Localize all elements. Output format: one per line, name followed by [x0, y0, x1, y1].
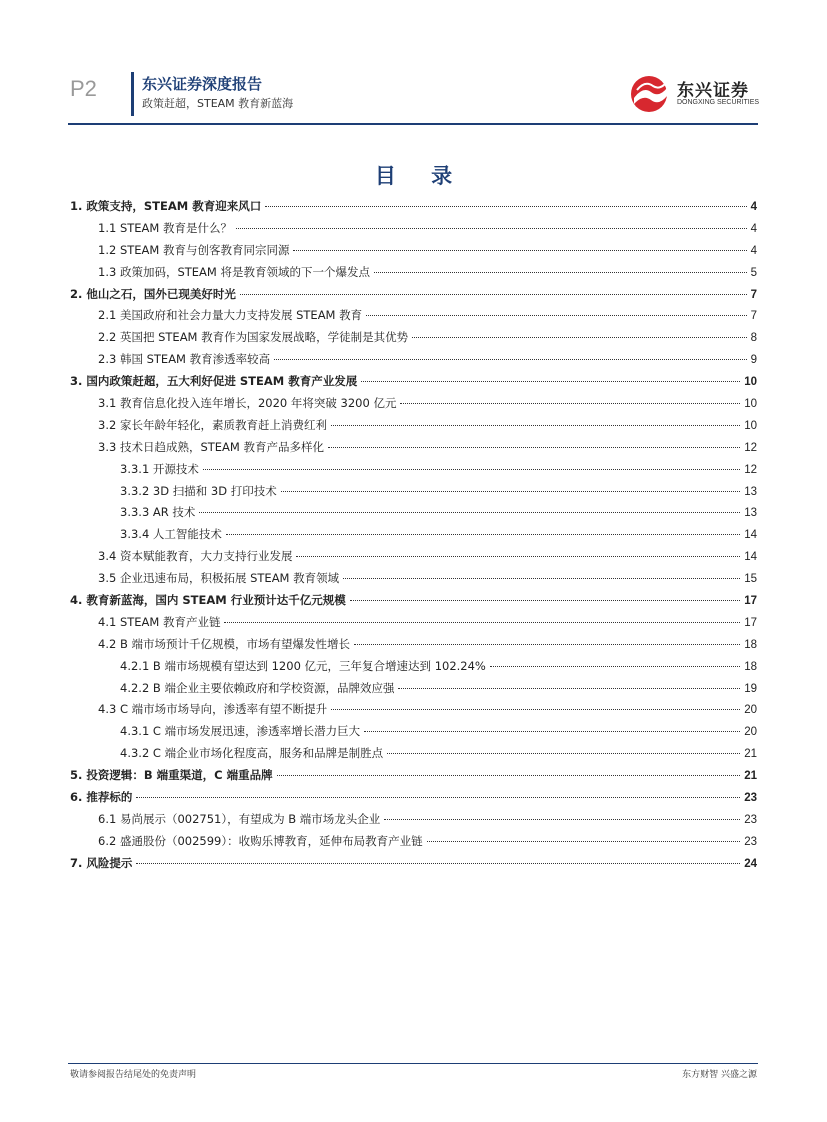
toc-page-number: 24: [744, 857, 757, 870]
table-of-contents: [70, 196, 757, 875]
header-accent-bar: [131, 72, 134, 116]
toc-entry-text: 3.5 企业迅速布局，积极拓展 STEAM 教育领域: [98, 571, 340, 586]
toc-dot-leader: [296, 556, 740, 557]
toc-dot-leader: [281, 491, 740, 492]
toc-entry[interactable]: [70, 853, 757, 875]
toc-entry-text: 6.2 盛通股份（002599）：收购乐博教育，延伸布局教育产业链: [98, 833, 423, 848]
toc-entry[interactable]: [70, 262, 757, 284]
toc-entry[interactable]: [70, 481, 757, 503]
toc-page-number: 13: [744, 507, 757, 520]
toc-entry-text: 3.1 教育信息化投入连年增长，2020 年将突破 3200 亿元: [98, 396, 397, 411]
toc-entry[interactable]: [70, 284, 757, 306]
toc-entry-text: 6. 推荐标的: [70, 790, 133, 805]
toc-entry-text: 3.3.3 AR 技术: [120, 505, 196, 520]
toc-dot-leader: [364, 731, 740, 732]
toc-dot-leader: [240, 294, 747, 295]
toc-page-number: 14: [744, 551, 757, 564]
toc-dot-leader: [331, 709, 740, 710]
toc-dot-leader: [374, 272, 747, 273]
toc-entry[interactable]: [70, 590, 757, 612]
toc-entry-text: 2. 他山之石，国外已现美好时光: [70, 286, 236, 301]
toc-entry[interactable]: [70, 634, 757, 656]
toc-dot-leader: [203, 469, 740, 470]
page-number: P2: [70, 76, 97, 101]
toc-page-number: 5: [750, 266, 757, 279]
toc-entry-text: 1.2 STEAM 教育与创客教育同宗同源: [98, 242, 290, 257]
toc-page-number: 10: [744, 398, 757, 411]
toc-entry[interactable]: [70, 524, 757, 546]
toc-entry[interactable]: [70, 546, 757, 568]
toc-entry-text: 4.3.1 C 端市场发展迅速，渗透率增长潜力巨大: [120, 724, 361, 739]
toc-entry-text: 2.2 英国把 STEAM 教育作为国家发展战略，学徒制是其优势: [98, 330, 409, 345]
toc-entry-text: 1.1 STEAM 教育是什么？: [98, 220, 232, 235]
toc-title: 目 录: [374, 164, 467, 188]
toc-dot-leader: [331, 425, 740, 426]
toc-entry[interactable]: [70, 699, 757, 721]
toc-entry[interactable]: [70, 721, 757, 743]
report-title: 东兴证券深度报告: [142, 75, 263, 93]
toc-entry[interactable]: [70, 218, 757, 240]
toc-entry[interactable]: [70, 765, 757, 787]
toc-page-number: 8: [750, 332, 757, 345]
toc-entry-text: 3.3 技术日趋成熟，STEAM 教育产品多样化: [98, 439, 324, 454]
toc-dot-leader: [136, 797, 740, 798]
logo-text-en: DONGXING SECURITIES: [677, 99, 760, 106]
toc-entry[interactable]: [70, 787, 757, 809]
toc-dot-leader: [361, 381, 740, 382]
toc-page-number: 4: [750, 222, 757, 235]
toc-dot-leader: [412, 337, 746, 338]
toc-entry-text: 1.3 政策加码，STEAM 将是教育领域的下一个爆发点: [98, 264, 370, 279]
toc-dot-leader: [387, 753, 740, 754]
header-divider: [68, 123, 758, 125]
toc-entry[interactable]: [70, 502, 757, 524]
toc-entry-text: 1. 政策支持，STEAM 教育迎来风口: [70, 199, 262, 213]
toc-page-number: 14: [744, 529, 757, 542]
toc-page-number: 7: [750, 288, 757, 301]
toc-entry[interactable]: [70, 678, 757, 700]
toc-dot-leader: [366, 315, 746, 316]
toc-entry-text: 3.3.4 人工智能技术: [120, 527, 222, 542]
toc-page-number: 10: [744, 419, 757, 432]
toc-entry-text: 6.1 易尚展示（002751），有望成为 B 端市场龙头企业: [98, 811, 381, 826]
toc-entry[interactable]: [70, 240, 757, 262]
toc-page-number: 4: [750, 201, 757, 213]
toc-entry[interactable]: [70, 327, 757, 349]
toc-page-number: 4: [750, 244, 757, 257]
toc-dot-leader: [427, 841, 741, 842]
toc-entry-text: 3.3.2 3D 扫描和 3D 打印技术: [120, 483, 277, 498]
toc-entry-text: 7. 风险提示: [70, 855, 133, 870]
toc-page-number: 23: [744, 813, 757, 826]
toc-dot-leader: [328, 447, 740, 448]
toc-page-number: 21: [744, 770, 757, 783]
toc-page-number: 23: [744, 835, 757, 848]
toc-dot-leader: [224, 622, 740, 623]
toc-page-number: 12: [744, 441, 757, 454]
footer-disclaimer: 敬请参阅报告结尾处的免责声明: [70, 1070, 197, 1080]
toc-page-number: 18: [744, 660, 757, 673]
toc-entry-text: 4.2.1 B 端市场规模有望达到 1200 亿元，三年复合增速达到 102.24%: [120, 658, 486, 673]
toc-entry[interactable]: [70, 415, 757, 437]
toc-page-number: 7: [750, 310, 757, 323]
toc-page-number: 10: [744, 376, 757, 389]
report-subtitle: 政策赶超，STEAM 教育新蓝海: [142, 97, 294, 110]
page-header: [0, 0, 827, 130]
toc-page-number: 23: [744, 792, 757, 805]
toc-entry-text: 3. 国内政策赶超，五大利好促进 STEAM 教育产业发展: [70, 374, 358, 389]
toc-page-number: 9: [750, 354, 757, 367]
toc-dot-leader: [277, 775, 741, 776]
toc-entry-text: 4.1 STEAM 教育产业链: [98, 614, 221, 629]
toc-entry-text: 5. 投资逻辑：B 端重渠道，C 端重品牌: [70, 768, 273, 783]
toc-dot-leader: [350, 600, 740, 601]
toc-entry[interactable]: [70, 437, 757, 459]
toc-page-number: 19: [744, 682, 757, 695]
toc-page-number: 17: [744, 616, 757, 629]
toc-entry-text: 2.3 韩国 STEAM 教育渗透率较高: [98, 352, 271, 367]
toc-dot-leader: [490, 666, 740, 667]
toc-page-number: 13: [744, 485, 757, 498]
toc-dot-leader: [136, 863, 740, 864]
toc-dot-leader: [265, 206, 746, 207]
toc-entry-text: 3.3.1 开源技术: [120, 461, 199, 476]
toc-entry-text: 2.1 美国政府和社会力量大力支持发展 STEAM 教育: [98, 308, 363, 323]
toc-entry-text: 4.2 B 端市场预计千亿规模，市场有望爆发性增长: [98, 636, 350, 651]
toc-dot-leader: [199, 512, 740, 513]
toc-page-number: 15: [744, 573, 757, 586]
logo-emblem-icon: [629, 74, 673, 114]
toc-entry-text: 4. 教育新蓝海，国内 STEAM 行业预计达千亿元规模: [70, 593, 346, 608]
toc-dot-leader: [400, 403, 740, 404]
toc-page-number: 17: [744, 595, 757, 608]
toc-entry[interactable]: [70, 612, 757, 634]
toc-dot-leader: [274, 359, 746, 360]
toc-entry[interactable]: [70, 831, 757, 853]
toc-entry-text: 4.3 C 端市场市场导向，渗透率有望不断提升: [98, 702, 328, 717]
company-logo: [629, 74, 759, 114]
toc-entry[interactable]: [70, 349, 757, 371]
toc-entry-text: 3.2 家长年龄年轻化，素质教育赶上消费红利: [98, 417, 327, 432]
toc-dot-leader: [293, 250, 746, 251]
toc-entry[interactable]: [70, 196, 757, 218]
toc-entry[interactable]: [70, 459, 757, 481]
toc-entry[interactable]: [70, 656, 757, 678]
toc-page-number: 20: [744, 704, 757, 717]
toc-entry-text: 3.4 资本赋能教育，大力支持行业发展: [98, 549, 293, 564]
footer-divider: [68, 1063, 758, 1064]
toc-dot-leader: [354, 644, 740, 645]
toc-entry-text: 4.3.2 C 端企业市场化程度高，服务和品牌是制胜点: [120, 746, 384, 761]
toc-entry[interactable]: [70, 568, 757, 590]
logo-text-cn: 东兴证券: [677, 81, 749, 101]
toc-page-number: 20: [744, 726, 757, 739]
footer-slogan: 东方财智 兴盛之源: [682, 1070, 757, 1080]
toc-entry[interactable]: [70, 393, 757, 415]
toc-entry[interactable]: [70, 809, 757, 831]
toc-dot-leader: [226, 534, 740, 535]
toc-entry[interactable]: [70, 743, 757, 765]
toc-page-number: 18: [744, 638, 757, 651]
toc-dot-leader: [236, 228, 747, 229]
toc-page-number: 12: [744, 463, 757, 476]
toc-entry[interactable]: [70, 305, 757, 327]
toc-entry[interactable]: [70, 371, 757, 393]
toc-dot-leader: [398, 688, 740, 689]
toc-entry-text: 4.2.2 B 端企业主要依赖政府和学校资源，品牌效应强: [120, 680, 395, 695]
toc-dot-leader: [343, 578, 740, 579]
toc-dot-leader: [384, 819, 740, 820]
toc-page-number: 21: [744, 748, 757, 761]
